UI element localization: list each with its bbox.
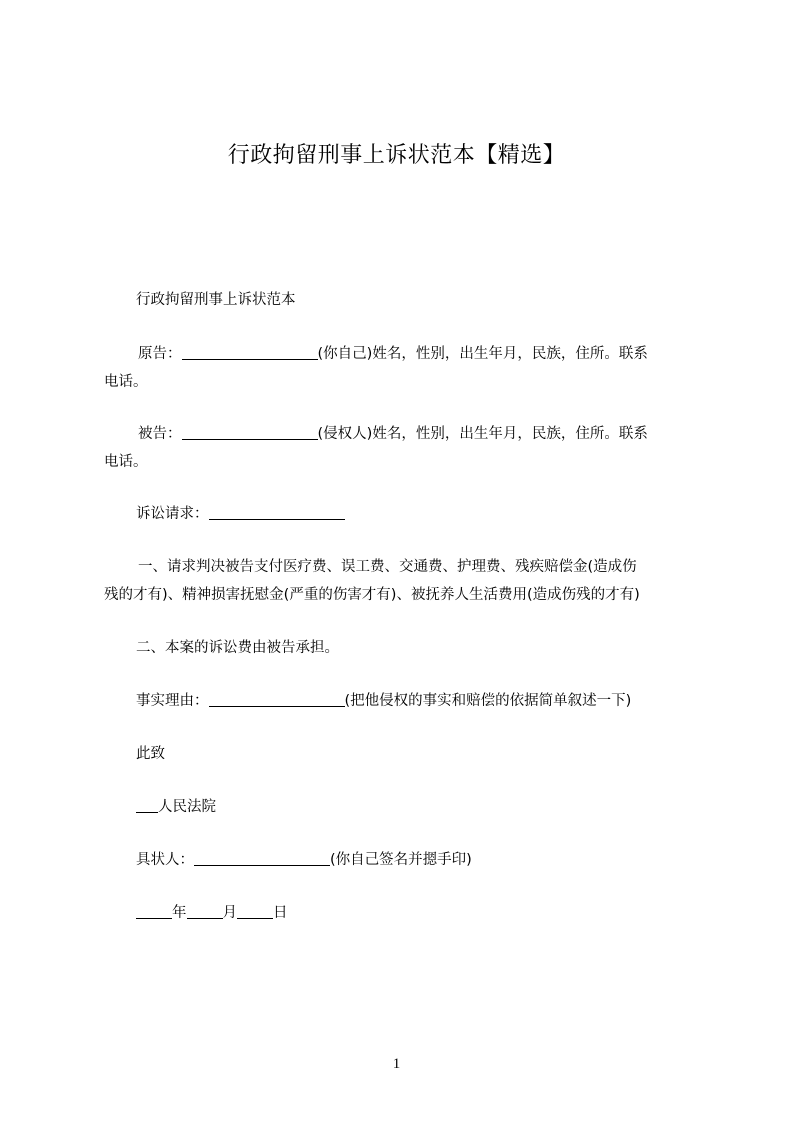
day-label: 日 (273, 905, 288, 921)
defendant-label: 被告： (138, 426, 182, 442)
day-blank (237, 902, 273, 919)
document-title: 行政拘留刑事上诉状范本【精选】 (227, 143, 566, 168)
facts-blank (209, 690, 345, 707)
date-line (104, 899, 732, 927)
defendant-note: (侵权人) (317, 426, 373, 442)
defendant-line-2: 电话。 (104, 454, 148, 470)
signer-note: (你自己签名并摁手印) (330, 852, 472, 868)
signer-blank (194, 849, 330, 866)
regards: 此致 (136, 746, 165, 762)
month-blank (187, 902, 223, 919)
plaintiff-line (104, 340, 734, 368)
plaintiff-line-2: 电话。 (104, 374, 148, 390)
court-line (104, 793, 732, 821)
plaintiff-note: (你自己) (317, 346, 373, 362)
claim-2: 二、本案的诉讼费由被告承担。 (136, 640, 339, 656)
plaintiff-label: 原告： (138, 346, 182, 362)
page-number: 1 (392, 1056, 401, 1072)
defendant-blank (182, 423, 318, 440)
document-subtitle: 行政拘留刑事上诉状范本 (136, 292, 296, 308)
claims-label: 诉讼请求： (136, 506, 209, 522)
year-blank (136, 902, 172, 919)
facts-label: 事实理由： (136, 693, 209, 709)
facts-line (104, 687, 732, 715)
facts-note: (把他侵权的事实和赔偿的依据简单叙述一下) (344, 693, 632, 709)
claim-1-line-2: 残的才有)、精神损害抚慰金(严重的伤害才有)、被抚养人生活费用(造成伤残的才有) (104, 587, 640, 603)
year-label: 年 (172, 905, 187, 921)
claims-blank (209, 503, 345, 520)
signer-line (104, 846, 732, 874)
signer-label: 具状人： (136, 852, 194, 868)
court-name: 人民法院 (158, 799, 216, 815)
defendant-line (104, 420, 734, 448)
court-blank (136, 796, 158, 813)
plaintiff-details: 姓名，性别，出生年月，民族，住所。联系 (372, 346, 648, 362)
claims-line (104, 500, 732, 528)
plaintiff-blank (182, 343, 318, 360)
month-label: 月 (222, 905, 237, 921)
claim-1-line-1: 一、请求判决被告支付医疗费、误工费、交通费、护理费、残疾赔偿金(造成伤 (138, 559, 637, 575)
defendant-details: 姓名，性别，出生年月，民族，住所。联系 (372, 426, 648, 442)
